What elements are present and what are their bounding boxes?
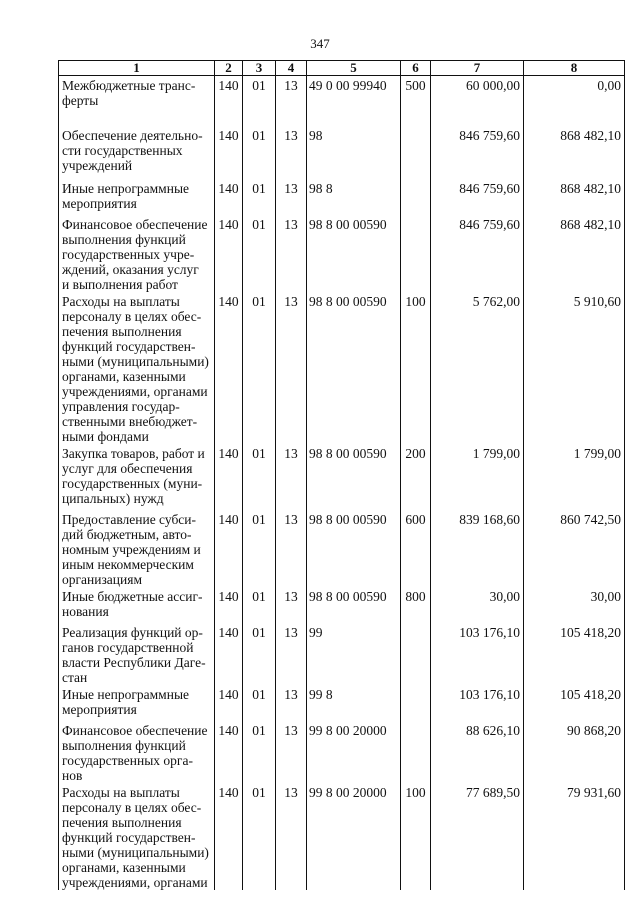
row-code: 140 [215,587,243,623]
row-target-article: 99 8 [307,685,401,721]
row-subsection: 13 [276,215,307,292]
row-subsection: 13 [276,623,307,685]
row-amount-year1: 846 759,60 [431,179,524,215]
row-code: 140 [215,685,243,721]
table-header-row [59,61,625,76]
table-row [59,179,625,215]
row-amount-year1: 88 626,10 [431,721,524,783]
row-expense-type: 200 [401,444,431,510]
row-expense-type [401,126,431,179]
row-subsection: 13 [276,510,307,587]
row-amount-year1: 846 759,60 [431,215,524,292]
row-code: 140 [215,783,243,890]
row-expense-type [401,179,431,215]
row-target-article: 99 8 00 20000 [307,721,401,783]
table-row [59,76,625,126]
row-section: 01 [243,215,276,292]
row-code: 140 [215,126,243,179]
row-subsection: 13 [276,76,307,126]
row-code: 140 [215,179,243,215]
row-amount-year1: 77 689,50 [431,783,524,890]
table-row [59,444,625,510]
row-code: 140 [215,721,243,783]
header-col-4: 4 [276,61,307,76]
row-target-article: 99 [307,623,401,685]
row-target-article: 98 8 00 00590 [307,215,401,292]
table-row [59,126,625,179]
row-target-article: 98 8 00 00590 [307,292,401,444]
row-name: Финансовое обеспечение выполнения функций государственных учре- ждений, оказания услуг и выполнения работ [59,215,215,292]
table-row [59,685,625,721]
row-expense-type [401,623,431,685]
row-code: 140 [215,444,243,510]
row-amount-year2: 868 482,10 [524,179,625,215]
row-amount-year2: 90 868,20 [524,721,625,783]
table-row [59,510,625,587]
row-amount-year1: 846 759,60 [431,126,524,179]
row-amount-year1: 103 176,10 [431,685,524,721]
row-expense-type: 100 [401,292,431,444]
row-subsection: 13 [276,126,307,179]
table-row [59,623,625,685]
row-amount-year1: 1 799,00 [431,444,524,510]
row-amount-year2: 30,00 [524,587,625,623]
header-col-6: 6 [401,61,431,76]
page-number: 347 [310,36,330,51]
row-subsection: 13 [276,179,307,215]
row-amount-year1: 60 000,00 [431,76,524,126]
row-amount-year2: 860 742,50 [524,510,625,587]
row-amount-year2: 0,00 [524,76,625,126]
header-col-3: 3 [243,61,276,76]
row-section: 01 [243,587,276,623]
row-code: 140 [215,623,243,685]
row-target-article: 98 8 [307,179,401,215]
row-amount-year1: 5 762,00 [431,292,524,444]
row-amount-year2: 79 931,60 [524,783,625,890]
row-target-article: 98 8 00 00590 [307,510,401,587]
table-row [59,587,625,623]
row-expense-type: 100 [401,783,431,890]
table-row [59,292,625,444]
table-row [59,783,625,890]
row-name: Межбюджетные транс- ферты [59,76,215,126]
header-col-2: 2 [215,61,243,76]
row-code: 140 [215,76,243,126]
row-section: 01 [243,126,276,179]
row-amount-year1: 30,00 [431,587,524,623]
row-name: Иные непрограммные мероприятия [59,685,215,721]
row-code: 140 [215,292,243,444]
row-code: 140 [215,215,243,292]
row-section: 01 [243,623,276,685]
row-amount-year1: 103 176,10 [431,623,524,685]
row-section: 01 [243,721,276,783]
row-subsection: 13 [276,721,307,783]
header-col-5: 5 [307,61,401,76]
row-amount-year1: 839 168,60 [431,510,524,587]
row-section: 01 [243,292,276,444]
row-name: Закупка товаров, работ и услуг для обеспечения государственных (муни- ципальных) нужд [59,444,215,510]
table-row [59,721,625,783]
row-section: 01 [243,685,276,721]
row-expense-type: 800 [401,587,431,623]
row-target-article: 98 8 00 00590 [307,587,401,623]
row-amount-year2: 868 482,10 [524,126,625,179]
row-subsection: 13 [276,587,307,623]
row-subsection: 13 [276,783,307,890]
row-name: Обеспечение деятельно- сти государственных учреждений [59,126,215,179]
row-name: Реализация функций ор- ганов государственной власти Республики Даге- стан [59,623,215,685]
row-expense-type [401,685,431,721]
row-amount-year2: 105 418,20 [524,623,625,685]
row-expense-type: 500 [401,76,431,126]
header-col-7: 7 [431,61,524,76]
row-target-article: 49 0 00 99940 [307,76,401,126]
row-expense-type [401,215,431,292]
row-code: 140 [215,510,243,587]
row-amount-year2: 868 482,10 [524,215,625,292]
row-amount-year2: 105 418,20 [524,685,625,721]
row-section: 01 [243,444,276,510]
row-target-article: 98 8 00 00590 [307,444,401,510]
row-name: Расходы на выплаты персоналу в целях обес- печения выполнения функций государствен- ными (муниципальными) органами, казенными учреждениями, органами управления государ- ственными внебюджет- ными фондами [59,292,215,444]
row-section: 01 [243,510,276,587]
row-name: Предоставление субси- дий бюджетным, авто- номным учреждениям и иным некоммерческим организациям [59,510,215,587]
row-expense-type [401,721,431,783]
budget-table [58,60,625,890]
row-subsection: 13 [276,292,307,444]
row-subsection: 13 [276,444,307,510]
row-subsection: 13 [276,685,307,721]
row-section: 01 [243,76,276,126]
row-name: Расходы на выплаты персоналу в целях обес- печения выполнения функций государствен- ными (муниципальными) органами, казенными учреждениями, органами [59,783,215,890]
row-name: Иные непрограммные мероприятия [59,179,215,215]
row-target-article: 99 8 00 20000 [307,783,401,890]
header-col-1: 1 [59,61,215,76]
row-name: Иные бюджетные ассиг- нования [59,587,215,623]
row-section: 01 [243,783,276,890]
row-target-article: 98 [307,126,401,179]
row-amount-year2: 5 910,60 [524,292,625,444]
row-name: Финансовое обеспечение выполнения функций государственных орга- нов [59,721,215,783]
table-row [59,215,625,292]
row-section: 01 [243,179,276,215]
row-expense-type: 600 [401,510,431,587]
header-col-8: 8 [524,61,625,76]
row-amount-year2: 1 799,00 [524,444,625,510]
